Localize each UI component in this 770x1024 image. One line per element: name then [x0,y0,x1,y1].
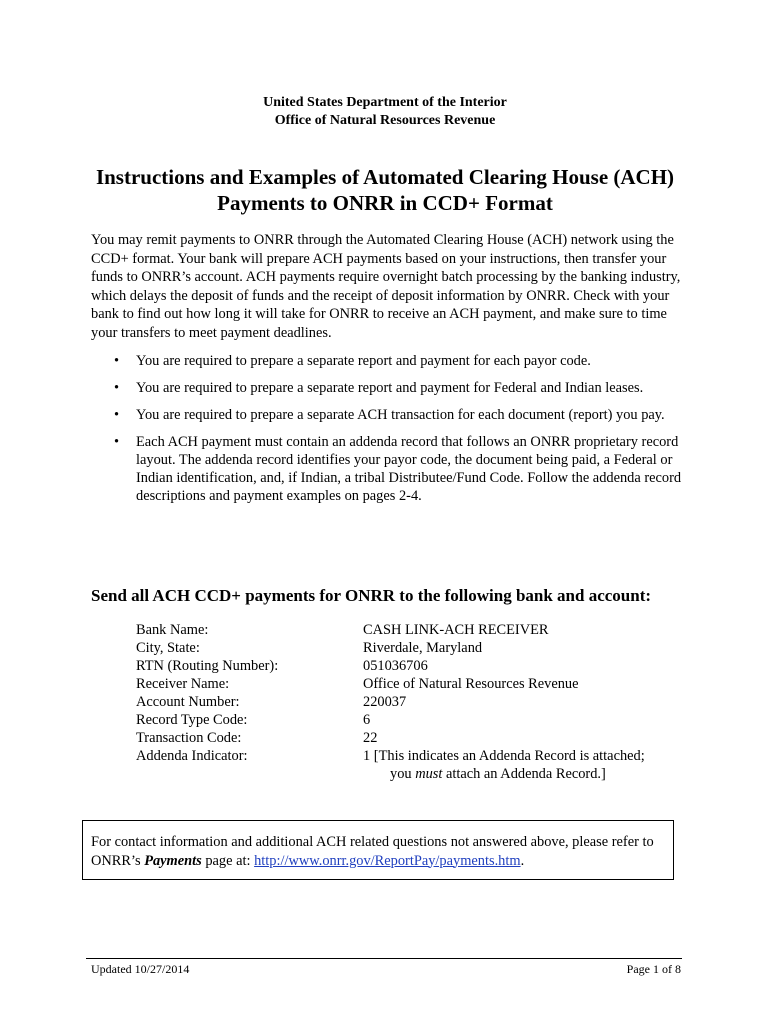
bank-value: 220037 [363,694,407,710]
bank-label: Account Number: [136,694,240,710]
contact-text-after: . [520,852,525,869]
bank-value: CASH LINK-ACH RECEIVER [363,622,549,638]
list-item [91,406,691,424]
bank-section-heading: Send all ACH CCD+ payments for ONRR to the following bank and account: [91,586,652,605]
bank-row [136,639,696,657]
footer-page-number: Page 1 of 8 [626,962,681,976]
bullet-icon: • [114,434,120,450]
bank-row [136,621,696,639]
bank-row [136,747,696,765]
payments-link[interactable]: http://www.onrr.gov/ReportPay/payments.htm [254,852,521,869]
bank-label: City, State: [136,640,200,656]
bullet-icon: • [114,380,120,396]
bank-label-empty [136,765,363,783]
bank-value: 1 [This indicates an Addenda Record is attached; [363,748,645,764]
payments-word: Payments [144,852,202,869]
bank-value: 22 [363,730,378,746]
list-item [91,352,691,370]
addenda-note [363,765,696,783]
title-line-1: Instructions and Examples of Automated Clearing House (ACH) [95,165,675,189]
bank-row [136,675,696,693]
requirements-list [91,352,691,514]
contact-text-middle: page at: [201,852,255,869]
addenda-note-before: you [390,766,416,782]
contact-text-before: For contact information and additional ACH related questions not answered above, please refer to ONRR’s [91,834,654,869]
document-title [0,164,770,216]
bank-label: Bank Name: [136,622,209,638]
title-line-2: Payments to ONRR in CCD+ Format [217,191,553,215]
list-item [91,379,691,397]
list-item [91,433,691,505]
bank-row [136,693,696,711]
agency-line-1: United States Department of the Interior [263,95,507,110]
bank-label: Transaction Code: [136,730,242,746]
intro-paragraph: You may remit payments to ONRR through the Automated Clearing House (ACH) network using the CCD+ format. Your bank will prepare ACH payments based on your instructions, then transfer your funds to ONRR’s account. ACH payments require overnight batch processing by the banking industry, which delays the deposit of funds and the receipt of deposit information by ONRR. Check with your bank to find out how long it will take for ONRR to receive an ACH payment, and make sure to time your transfers to meet payment deadlines. [91,232,681,341]
list-item-text: You are required to prepare a separate ACH transaction for each document (report) you pay. [136,407,665,423]
bullet-icon: • [114,353,120,369]
agency-line-2: Office of Natural Resources Revenue [274,113,496,128]
agency-header [0,94,770,130]
bank-value: Riverdale, Maryland [363,640,483,656]
bank-label: Record Type Code: [136,712,248,728]
bank-row [136,657,696,675]
bank-value: Office of Natural Resources Revenue [363,676,579,692]
bank-value: 051036706 [363,658,428,674]
bank-row [136,765,696,783]
list-item-text: You are required to prepare a separate report and payment for each payor code. [136,353,591,369]
addenda-note-emphasis: must [415,766,443,782]
bank-row [136,729,696,747]
contact-info-box [82,820,674,880]
addenda-note-after: attach an Addenda Record.] [442,766,606,782]
bank-label: Receiver Name: [136,676,230,692]
list-item-text: Each ACH payment must contain an addenda record that follows an ONRR proprietary record layout. The addenda record identifies your payor code, the document being paid, a Federal or Indian identification, and, if Indian, a tribal Distributee/Fund Code. Follow the addenda record descriptions and payment examples on pages 2-4. [136,434,682,504]
bank-label: Addenda Indicator: [136,748,248,764]
bank-value: 6 [363,712,371,728]
bank-label: RTN (Routing Number): [136,658,279,674]
bank-details-table [136,621,696,783]
footer-updated-date: Updated 10/27/2014 [91,962,190,976]
bullet-icon: • [114,407,120,423]
list-item-text: You are required to prepare a separate report and payment for Federal and Indian leases. [136,380,644,396]
bank-row [136,711,696,729]
footer-divider [86,958,682,959]
